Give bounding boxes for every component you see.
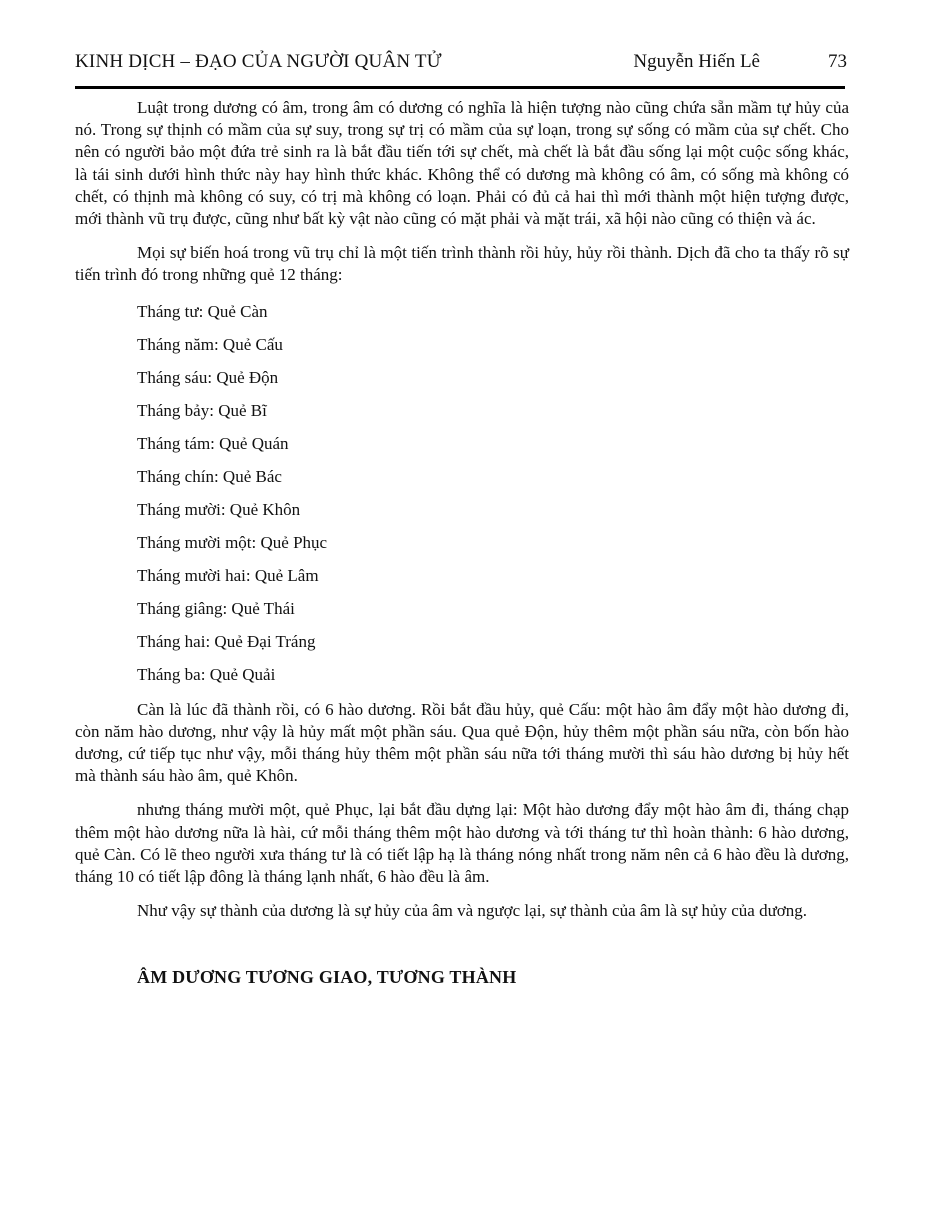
paragraph: Càn là lúc đã thành rồi, có 6 hào dương. Rồi bắt đầu hủy, quẻ Cấu: một hào âm đẩy một hào dương đi, còn năm hào dương, như vậy là hủy mất một phần sáu. Qua quẻ Độn, hủy thêm một phần sáu nữa, còn bốn hào dương, cứ tiếp tục như vậy, mỗi tháng hủy thêm một phần sáu nữa tới tháng mười thì sáu hào dương bị hủy hết mà thành sáu hào âm, quẻ Khôn. [75, 699, 849, 786]
paragraph: Như vậy sự thành của dương là sự hủy của âm và ngược lại, sự thành của âm là sự hủy của dương. [137, 901, 808, 921]
month-list-item: Tháng bảy: Quẻ Bĩ [137, 400, 267, 420]
body-text [75, 97, 849, 989]
month-list-item: Tháng ba: Quẻ Quải [137, 664, 276, 684]
month-list-item: Tháng mười hai: Quẻ Lâm [137, 565, 319, 585]
month-list-item: Tháng giâng: Quẻ Thái [137, 598, 295, 618]
month-list-item: Tháng năm: Quẻ Cấu [137, 334, 283, 354]
month-list-item: Tháng tám: Quẻ Quán [137, 433, 289, 453]
page-number: 73 [828, 51, 847, 72]
page-header [75, 0, 849, 74]
author-name: Nguyễn Hiến Lê [633, 51, 760, 72]
month-list-item: Tháng chín: Quẻ Bác [137, 466, 282, 486]
paragraph: Luật trong dương có âm, trong âm có dương có nghĩa là hiện tượng nào cũng chứa sẵn mầm tự hủy của nó. Trong sự thịnh có mầm của sự suy, trong sự trị có mầm của sự loạn, trong sự sống có mầm của sự chết. Cho nên có người bảo một đứa trẻ sinh ra là bắt đầu tiến tới sự chết, mà chết là bắt đầu sống lại một cuộc sống khác, là tái sinh dưới hình thức này hay hình thức khác. Không thể có dương mà không có âm, có sống mà không có chết, có thịnh mà không có suy, có trị mà không có loạn. Phải có đủ cả hai thì mới thành một hiện tượng được, mới thành vũ trụ được, cũng như bất kỳ vật nào cũng có mặt phải và mặt trái, xã hội nào cũng có thiện và ác. [75, 98, 849, 229]
page-content [75, 0, 849, 989]
book-title: KINH DỊCH – ĐẠO CỦA NGƯỜI QUÂN TỬ [75, 51, 442, 72]
month-list-item: Tháng tư: Quẻ Càn [137, 301, 268, 321]
paragraph: nhưng tháng mười một, quẻ Phục, lại bắt đầu dựng lại: Một hào dương đẩy một hào âm đi, tháng chạp thêm một hào dương nữa là hài, cứ mỗi tháng thêm một hào dương và tới tháng tư thì hoàn thành: 6 hào dương, quẻ Càn. Có lẽ theo người xưa tháng tư là có tiết lập hạ là tháng nóng nhất trong năm nên cả 6 hào đều là dương, tháng 10 có tiết lập đông là tháng lạnh nhất, 6 hào đều là âm. [75, 800, 849, 887]
month-list-item: Tháng hai: Quẻ Đại Tráng [137, 631, 316, 651]
month-list-item: Tháng mười một: Quẻ Phục [137, 532, 328, 552]
month-list-item: Tháng mười: Quẻ Khôn [137, 499, 301, 519]
paragraph: Mọi sự biến hoá trong vũ trụ chỉ là một tiến trình thành rồi hủy, hủy rồi thành. Dịch đã cho ta thấy rõ sự tiến trình đó trong những quẻ 12 tháng: [75, 243, 849, 285]
month-hexagram-list [75, 301, 849, 686]
section-heading: ÂM DƯƠNG TƯƠNG GIAO, TƯƠNG THÀNH [137, 967, 517, 988]
month-list-item: Tháng sáu: Quẻ Độn [137, 367, 279, 387]
header-rule [75, 86, 845, 89]
